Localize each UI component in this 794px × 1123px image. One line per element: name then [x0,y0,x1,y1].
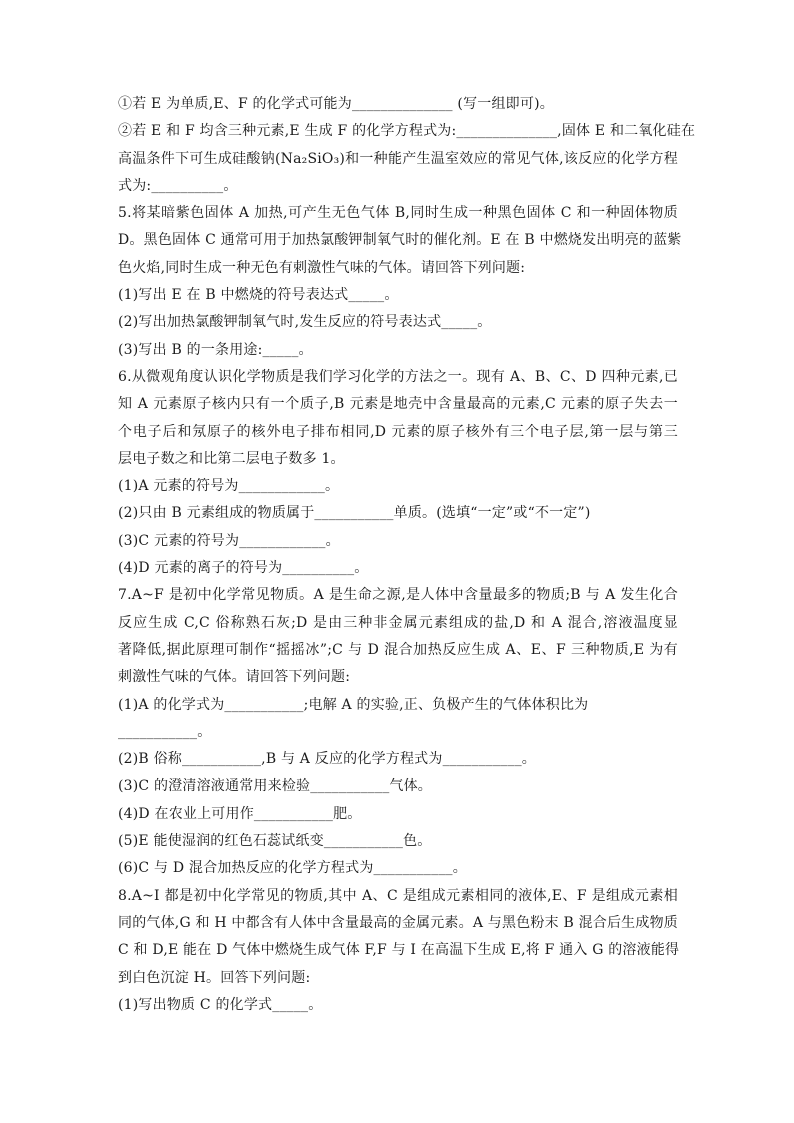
text-line: 高温条件下可生成硅酸钠(Na₂SiO₃)和一种能产生温室效应的常见气体,该反应的化学方程 [118,150,678,167]
text-line: D。黑色固体 C 通常可用于加热氯酸钾制氧气时的催化剂。E 在 B 中燃烧发出明亮的蓝紫 [118,232,682,249]
text-line: (5)E 能使湿润的红色石蕊试纸变___________色。 [118,833,432,850]
text-line: 到白色沉淀 H。回答下列问题: [118,969,311,986]
text-line: 同的气体,G 和 H 中都含有人体中含量最高的金属元素。A 与黑色粉末 B 混合后生成物质 [118,914,678,931]
text-line: (4)D 元素的离子的符号为__________。 [118,560,369,577]
text-line: 层电子数之和比第二层电子数多 1。 [118,450,345,467]
text-line: 6.从微观角度认识化学物质是我们学习化学的方法之一。现有 A、B、C、D 四种元素,已 [118,368,678,385]
text-line: (2)只由 B 元素组成的物质属于___________单质。(选填“一定”或“不一定”) [118,505,591,522]
text-line: ___________。 [118,723,212,740]
text-line: (1)写出 E 在 B 中燃烧的符号表达式_____。 [118,287,399,304]
text-line: (3)写出 B 的一条用途:_____。 [118,341,313,358]
text-line: 8.A~I 都是初中化学常见的物质,其中 A、C 是组成元素相同的液体,E、F 是组成元素相 [118,887,678,904]
text-line: (1)A 的化学式为___________;电解 A 的实验,正、负极产生的气体体积比为 [118,696,589,713]
text-line: (1)A 元素的符号为____________。 [118,478,340,495]
text-line: (2)写出加热氯酸钾制氧气时,发生反应的符号表达式_____。 [118,314,492,331]
text-line: 7.A~F 是初中化学常见物质。A 是生命之源,是人体中含量最多的物质;B 与 A 发生化合 [118,587,678,604]
text-line: 反应生成 C,C 俗称熟石灰;D 是由三种非金属元素组成的盐,D 和 A 混合,溶液温度显 [118,614,678,631]
text-line: (1)写出物质 C 的化学式_____。 [118,996,323,1013]
text-line: ①若 E 为单质,E、F 的化学式可能为______________ (写一组即可)。 [118,96,554,112]
text-line: (3)C 的澄清溶液通常用来检验___________气体。 [118,778,432,795]
text-line: 5.将某暗紫色固体 A 加热,可产生无色气体 B,同时生成一种黑色固体 C 和一种固体物质 [118,205,678,222]
text-line: C 和 D,E 能在 D 气体中燃烧生成气体 F,F 与 I 在高温下生成 E,将 F 通入 G 的溶液能得 [118,942,680,959]
text-line: (3)C 元素的符号为____________。 [118,532,340,549]
text-line: 色火焰,同时生成一种无色有刺激性气味的气体。请回答下列问题: [118,259,526,276]
text-line: 个电子后和氖原子的核外电子排布相同,D 元素的原子核外有三个电子层,第一层与第三 [118,423,678,440]
text-line: (4)D 在农业上可用作___________肥。 [118,805,362,822]
text-line: ②若 E 和 F 均含三种元素,E 生成 F 的化学方程式为:______________,固体 E 和二氧化硅在 [118,123,696,140]
text-line: (6)C 与 D 混合加热反应的化学方程式为___________。 [118,860,467,877]
text-line: 著降低,据此原理可制作“摇摇冰”;C 与 D 混合加热反应生成 A、E、F 三种物质,E 为有 [118,641,678,658]
text-line: 知 A 元素原子核内只有一个质子,B 元素是地壳中含量最高的元素,C 元素的原子失去一 [118,396,678,413]
text-line: (2)B 俗称___________,B 与 A 反应的化学方程式为___________。 [118,751,536,768]
text-line: 刺激性气味的气体。请回答下列问题: [118,669,351,686]
document-page [118,94,696,1022]
text-line: 式为:__________。 [118,177,238,194]
